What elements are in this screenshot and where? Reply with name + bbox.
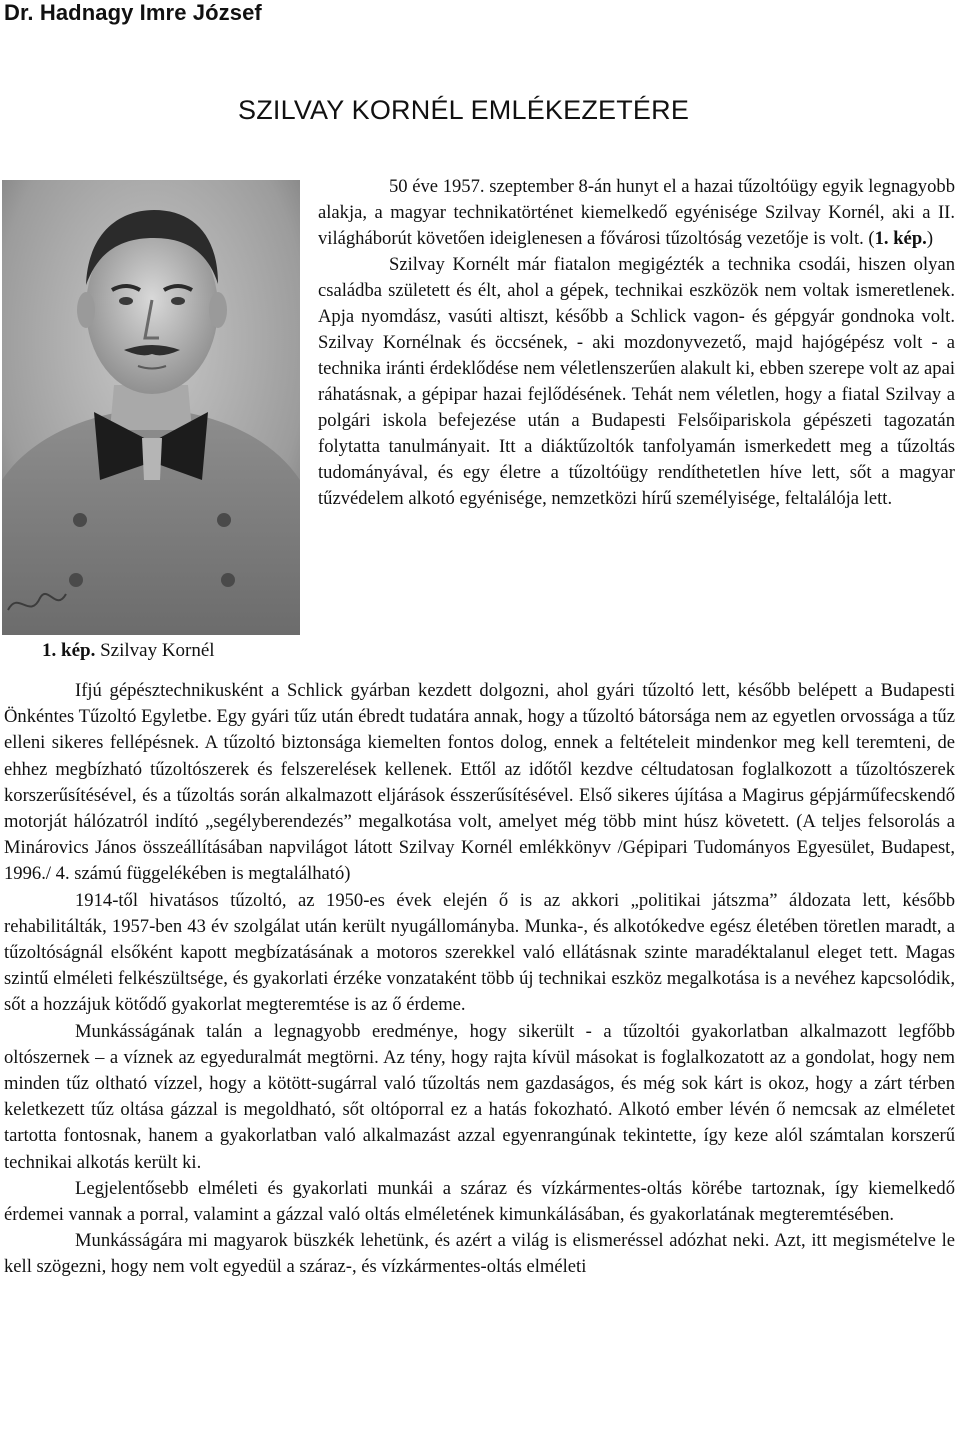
author-name: Dr. Hadnagy Imre József xyxy=(4,0,262,25)
body-paragraph: Ifjú gépésztechnikusként a Schlick gyárban kezdett dolgozni, ahol gyári tűzoltó lett, később belépett a Budapesti Önkéntes Tűzoltó Egyletbe. Egy gyári tűz után ébredt tudatára annak, hogy a tűzoltó bátorsága nem az egyetlen orvossága a tűz elleni sikeres fellépésnek. A tűzoltó biztonsága kiemelten fontos dolog, ennek a feltételeit mindenkor meg kell teremteni, de ehhez megbízható tűzoltószerek és felszerelések kellenek. Ettől az időtől kezdve céltudatosan foglalkozott a tűzoltószerek korszerűsítésével, és a tűzoltás során alkalmazott eljárások ésszerűsítésével. Első sikeres újítása a Magirus gépjárműfecskendő motorját hálózatról indító „segélyberendezés” megalkotása volt, amelyet még több mint húsz követett. (A teljes felsorolás a Minárovics János összeállításában napvilágot látott Szilvay Kornél emlékkönyv /Gépipari Tudományos Egyesület, Budapest, 1996./ 4. számú függelékében is megtalálható) xyxy=(4,680,955,885)
portrait-photo xyxy=(2,180,300,635)
body-paragraph: 1914-től hivatásos tűzoltó, az 1950-es évek elején ő is az akkori „politikai játszma” áldozata lett, később rehabilitálták, 1957-ben 43 év szolgálat után került nyugállományba. Munka-, és alkotókedve egész életében töretlen maradt, a tűzoltóságnál elsőként kapott megbízatásának a motoros szerekkel való ellátásnak szinte maradéktalanul eleget tett. Magas szintű elméleti felkészültsége, és gyakorlati érzéke vonzataként több új technikai eszköz megalkotása is a nevéhez kapcsolódik, sőt a hozzájuk kötődő gyakorlat megteremtése is az ő érdeme. xyxy=(4,889,955,1016)
figure-caption xyxy=(42,640,215,662)
figure-caption-label: 1. kép. xyxy=(42,640,96,661)
intro-paragraph: Szilvay Kornélt már fiatalon megigézték a technika csodái, hiszen olyan családba született és élt, ahol a gépek, technikai eszközök nem voltak ismeretlenek. Apja nyomdász, vasúti altiszt, később a Schlick vagon- és gépgyár gondnoka volt. Szilvay Kornélnak és öccsének, - aki mozdonyvezető, majd hajógépész volt - a technika iránti érdeklődése nem véletlenszerűen alakult ki, ebben szerepe volt az apai ráhatásnak, a gépipar hazai fejlődésének. Tehát nem véletlen, hogy a fiatal Szilvay a polgári iskola befejezése után a Budapesti Felsőipariskola gépészeti tagozatán folytatta tanulmányait. Itt a diáktűzoltók tanfolyamán ismerkedett meg a tűzoltás tudományával, és egy életre a tűzoltóügy rendíthetetlen híve lett, sőt a magyar tűzvédelem alkotó egyénisége, nemzetközi hírű személyisége, feltalálója lett. xyxy=(318,254,955,509)
intro-paragraph xyxy=(318,174,955,252)
article-title: SZILVAY KORNÉL EMLÉKEZETÉRE xyxy=(238,95,690,125)
body-paragraph: Munkásságának talán a legnagyobb eredménye, hogy sikerült - a tűzoltói gyakorlatban alkalmazott legfőbb oltószernek – a víznek az egyeduralmát megtörni. Az tény, hogy rajta kívül másokat is foglalkozatott az a gondolat, hogy nem minden tűz oltható vízzel, hogy a kötött-sugárral való tűzoltás nem gazdaságos, és még sok kárt is okoz, hogy a zárt térben keletkezett tűz oltása gázzal is megoldható, sőt oltóporral ez a hatás fokozható. Alkotó ember lévén ő nemcsak az elméletet tartotta fontosnak, hanem a gyakorlatban való alkalmazást azzal egyenrangúnak tekintette, így keze alól számtalan korszerű technikai alkotás került ki. xyxy=(4,1020,955,1173)
body-paragraph: Munkásságára mi magyarok büszkék lehetünk, és azért a világ is elismeréssel adózhat neki. Azt, itt megismételve le kell szögezni, hogy nem volt egyedül a száraz-, és vízkármentes-oltás elméleti xyxy=(4,1230,955,1278)
figure-caption-text: Szilvay Kornél xyxy=(95,640,215,661)
body-paragraph: Legjelentősebb elméleti és gyakorlati munkái a száraz és vízkármentes-oltás körébe tartoznak, így kiemelkedő érdemei vannak a porral, valamint a gázzal való oltás elméletének kimunkálásában, és gyakorlatának megteremtésében. xyxy=(4,1177,955,1226)
intro-text: 50 éve 1957. szeptember 8-án hunyt el a hazai tűzoltóügy egyik legnagyobb alakja, a magyar technikatörténet kiemelkedő egyénisége Szilvay Kornél, aki a II. világháborút követően ideiglenesen a fővárosi tűzoltóság vezetője is volt. ( xyxy=(318,176,955,249)
article-body xyxy=(4,678,955,1281)
intro-column xyxy=(318,174,955,512)
figure-reference: 1. kép. xyxy=(874,228,927,249)
portrait-image xyxy=(2,180,300,635)
intro-text-end: ) xyxy=(926,228,934,249)
